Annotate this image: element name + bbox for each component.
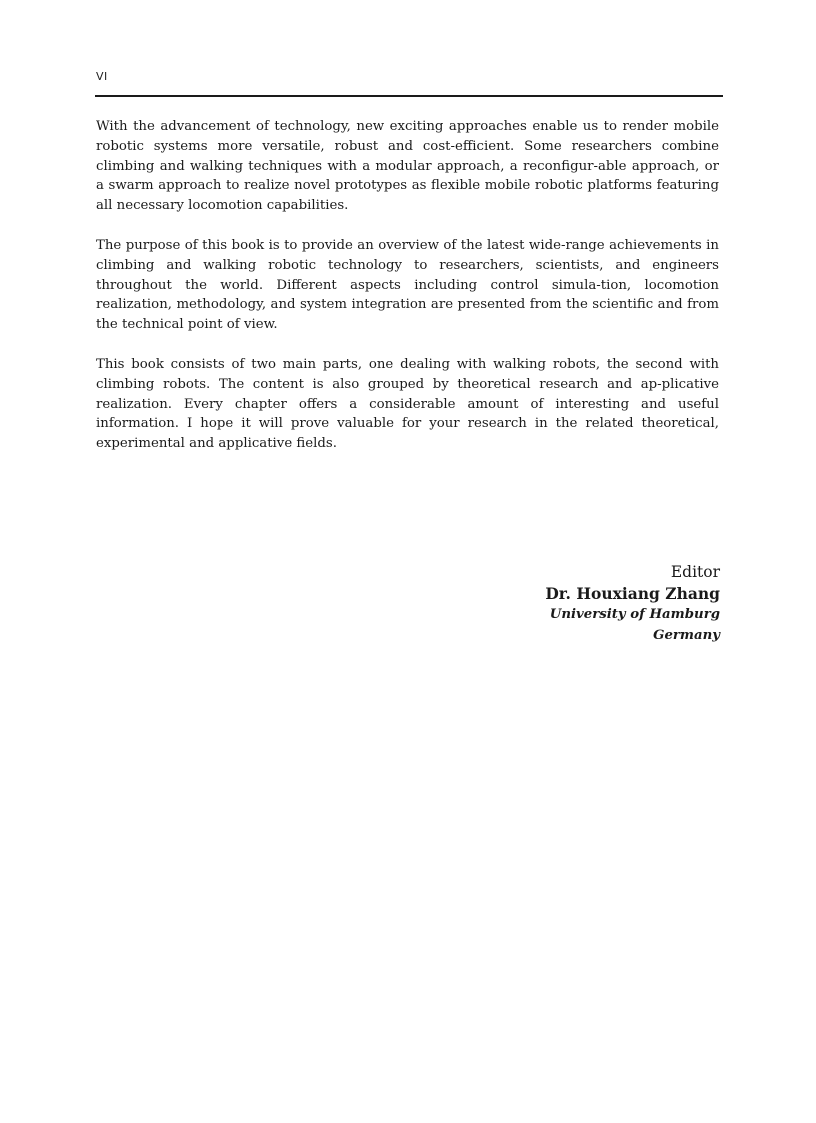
paragraph-2: The purpose of this book is to provide an overview of the latest wide-range achievements in climbing and walking robotic technology to researchers, scientists, and engineers throughout the world. Different aspects including control simula-tion, locomotion realization, methodology, and system integration are presented from the scientific and from the technical point of view. [96, 237, 719, 333]
editor-name: Dr. Houxiang Zhang [545, 584, 720, 603]
page-header [95, 68, 723, 97]
paragraph-1: With the advancement of technology, new exciting approaches enable us to render mobile robotic systems more versatile, robust and cost-efficient. Some researchers combine climbing and walking techniques with a modular approach, a reconfigur-able approach, or a swarm approach to realize novel prototypes as flexible mobile robotic platforms featuring all necessary locomotion capabilities. [96, 119, 719, 214]
editor-signature-block [420, 562, 720, 646]
editor-affiliation: University of Hamburg [549, 607, 720, 622]
editor-role: Editor [670, 563, 720, 581]
editor-country: Germany [653, 628, 720, 643]
preface-body [96, 117, 719, 474]
paragraph-3: This book consists of two main parts, one dealing with walking robots, the second with climbing robots. The content is also grouped by theoretical research and ap-plicative realization. Every chapter offers a considerable amount of interesting and useful information. I hope it will prove valuable for your research in the related theoretical, experimental and applicative fields. [96, 356, 719, 452]
page-number: VI [96, 70, 108, 83]
